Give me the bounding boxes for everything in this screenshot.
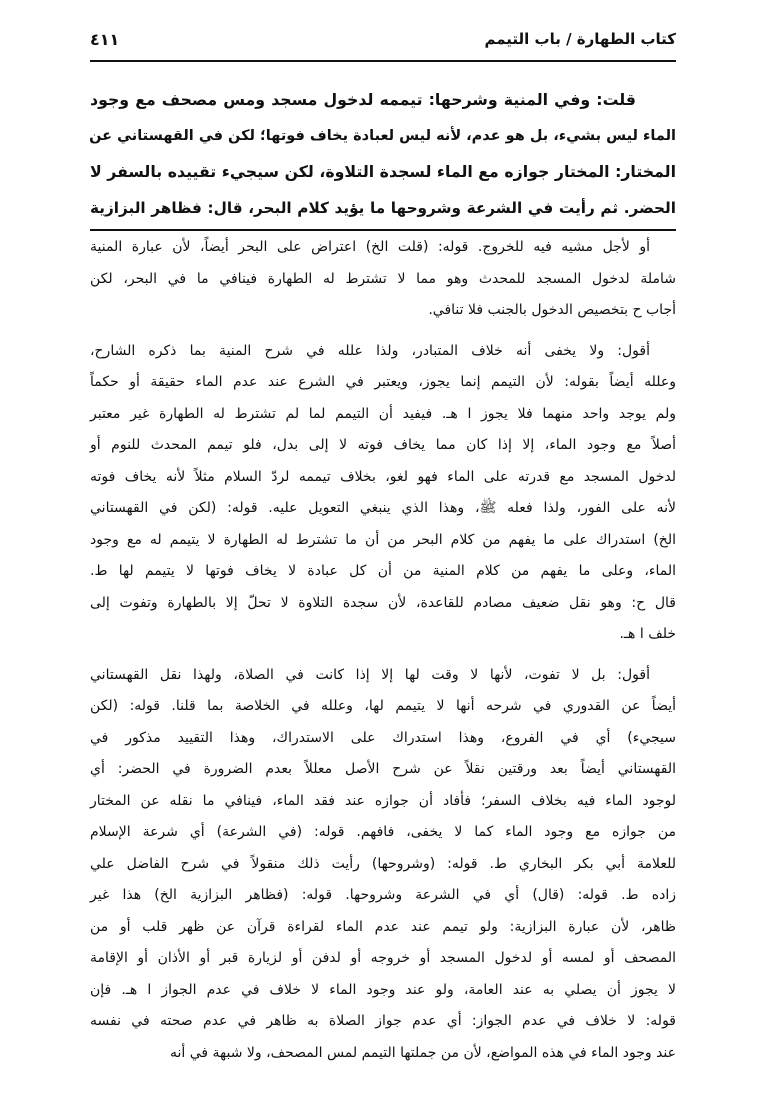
running-header <box>90 30 676 56</box>
main-text-line: الحضر. ثم رأيت في الشرعة وشروحها ما يؤيد كلام البحر، قال: فظاهر البزازية <box>90 199 676 217</box>
footnote-line: القهستاني أيضاً بعد ورقتين نقلاً عن شرح الأصل معللاً بعدم الضرورة في الحضر: أي <box>90 761 676 777</box>
footnotes <box>90 232 676 1078</box>
header-rule <box>90 60 676 62</box>
main-text-line: المختار: المختار جوازه مع الماء لسجدة التلاوة، لكن سيجيء تقييده بالسفر لا <box>90 162 676 181</box>
footnote-line: شاملة لدخول المسجد للمحدث وهو مما لا تشترط له الطهارة فينافي ما في البحر، لكن <box>90 270 676 287</box>
main-text-line: قلت: وفي المنية وشرحها: تيممه لدخول مسجد ومس مصحف مع وجود <box>90 90 636 109</box>
footnote-line: لدخول المسجد مع قدرته على الماء فهو لغو، بخلاف تيممه لردّ السلام مثلاً لأنه يخاف فوته <box>90 468 676 485</box>
footnote-line: أصلاً مع وجود الماء، إلا إذا كان مما يخاف فوته لا إلى بدل، فلو تيمم المحدث للنوم أو <box>90 437 676 453</box>
main-text <box>90 82 676 226</box>
footnote-line: الماء، وعلى ما يفهم من كلام المنية من أن كل عبادة لا يخاف فوتها لا يتيمم لها ط. <box>90 563 676 579</box>
footnote-line: قوله: لا خلاف في عدم الجواز: أي عدم جواز الصلاة به ظاهر في عدم صحته في نفسه <box>90 1013 676 1029</box>
footnote-line: عند وجود الماء في هذه المواضع، لأن من جملتها التيمم لمس المصحف، ولا شبهة في أنه <box>169 1044 676 1061</box>
footnote-line: أجاب ح بتخصيص الدخول بالجنب فلا تنافي. <box>428 302 676 318</box>
footnote-line: وعلله أيضاً بقوله: لأن التيمم إنما يجوز، ويعتبر في الشرع عند عدم الماء حقيقة أو حكماً <box>90 374 676 390</box>
footnote-line: ولم يوجد واحد منهما فلا يجوز ا هـ. فيفيد أن التيمم لما لم تشترط له الطهارة غير معتبر <box>90 405 676 422</box>
footnote-line: قال ح: وهو نقل ضعيف مصادم للقاعدة، لأن سجدة التلاوة لا تحلّ إلا بالطهارة وتفوت إلى <box>90 594 676 611</box>
footnote-separator <box>90 229 676 231</box>
footnote-line: من جوازه مع وجود الماء كما لا يخفى، فافهم. قوله: (في الشرعة) أي شرعة الإسلام <box>90 824 676 840</box>
footnote-line: لا يجوز أن يصلي به عند العامة، ولو عند وجود الماء لا خلاف في عدم الجواز ا هـ. فإن <box>90 981 676 998</box>
main-text-line: الماء ليس بشيء، بل هو عدم، لأنه ليس لعبادة يخاف فوتها؛ لكن في القهستاني عن <box>89 128 676 144</box>
footnote-line: المصحف أو لمسه أو لدخول المسجد أو خروجه أو لدفن أو لزيارة قبر أو الأذان أو الإقامة <box>90 950 676 966</box>
footnote-paragraph <box>90 336 676 651</box>
footnote-line: أو لأجل مشيه فيه للخروج. قوله: (قلت الخ) اعتراض على البحر أيضاً، لأن عبارة المنية <box>90 239 650 255</box>
chapter-title: كتاب الطهارة / باب التيمم <box>484 30 676 48</box>
footnote-line: لوجود الماء فيه بخلاف السفر؛ فأفاد أن جوازه عند فقد الماء، فينافي ما نقله عن المختار <box>90 792 676 809</box>
footnote-line: أيضاً عن القدوري في شرحه أنها لا يتيمم لها، وعلله في الخلاصة بما قلنا. قوله: (لكن <box>90 698 676 714</box>
footnote-line: أقول: ولا يخفى أنه خلاف المتبادر، ولذا علله في شرح المنية بما ذكره الشارح، <box>90 342 650 359</box>
footnote-line: لأنه على الفور، ولذا فعله ﷺ، وهذا الذي ينبغي التعويل عليه. قوله: (لكن في القهستاني <box>90 500 676 516</box>
footnote-line: للعلامة أبي بكر البخاري ط. قوله: (وشروحها) رأيت ذلك منقولاً في شرح الفاضل علي <box>90 855 676 872</box>
footnote-paragraph <box>90 232 676 327</box>
page-number: ٤١١ <box>90 30 120 49</box>
footnote-line: ظاهر، لأن عبارة البزازية: ولو تيمم عند عدم الماء لقراءة قرآن عن ظهر قلب أو من <box>90 918 676 935</box>
footnote-line: أقول: بل لا تفوت، لأنها لا وقت لها إلا إذا كانت في الصلاة، ولهذا نقل القهستاني <box>90 666 650 683</box>
footnote-line: زاده ط. قوله: (قال) أي في الشرعة وشروحها. قوله: (فظاهر البزازية الخ) هذا غير <box>90 887 676 903</box>
footnote-paragraph <box>90 660 676 1070</box>
footnote-line: خلف ا هـ. <box>619 626 676 642</box>
footnote-line: الخ) استدراك على ما يفهم من كلام البحر من أن ما تشترط له الطهارة لا يتيمم له مع وجود <box>90 531 676 548</box>
footnote-line: سيجيء) أي في الفروع، وهذا استدراك على الاستدراك، وهذا التقييد مذكور في <box>90 729 676 746</box>
